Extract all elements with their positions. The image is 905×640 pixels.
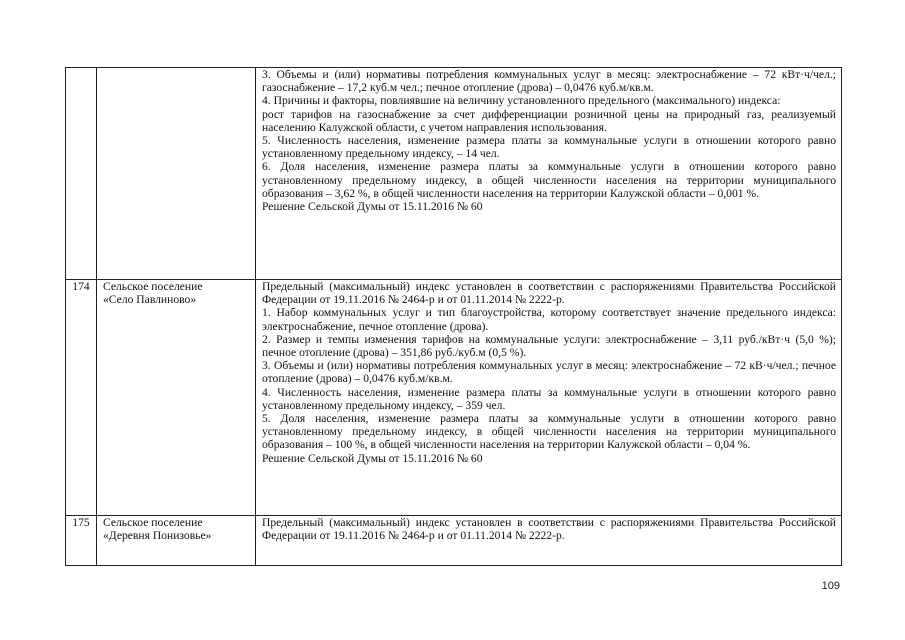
row-number-cell xyxy=(66,516,97,566)
settlement-name-cell xyxy=(97,516,256,566)
decision-reference: Решение Сельской Думы от 15.11.2016 № 60 xyxy=(262,200,483,214)
settlement-name-line2: «Село Павлиново» xyxy=(103,293,197,307)
description-cell xyxy=(256,516,842,566)
row-number: 175 xyxy=(72,516,90,529)
table-row xyxy=(66,516,842,566)
settlement-name-cell xyxy=(97,68,256,280)
settlement-name-line2: «Деревня Понизовье» xyxy=(103,529,212,543)
paragraph: 3. Объемы и (или) нормативы потребления коммунальных услуг в месяц: электроснабжение – 72 кВ·ч/чел.; печное отопление (дрова) – 0,0476 куб.м/кв.м. xyxy=(262,359,836,386)
settlement-name-line1: Сельское поселение xyxy=(103,280,203,293)
paragraph: 1. Набор коммунальных услуг и тип благоустройства, которому соответствует значение предельного индекса: электроснабжение, печное отопление (дрова). xyxy=(262,306,836,333)
settlement-name-line1: Сельское поселение xyxy=(103,516,203,529)
paragraph: 6. Доля населения, изменение размера платы за коммунальные услуги в отношении которого равно установленному предельному индексу, в общей численности населения на территории муниципального образования – 3,62 %, в общей численности населения на территории Калужской области – 0,001 %. xyxy=(262,160,836,200)
settlement-name-cell xyxy=(97,280,256,516)
description-cell xyxy=(256,280,842,516)
row-number-cell xyxy=(66,280,97,516)
paragraph: Предельный (максимальный) индекс установлен в соответствии с распоряжениями Правительства Российской Федерации от 19.11.2016 № 2464-р и от 01.11.2014 № 2222-р. xyxy=(262,516,836,543)
row-number-cell xyxy=(66,68,97,280)
paragraph: рост тарифов на газоснабжение за счет дифференциации розничной цены на природный газ, реализуемый населению Калужской области, с учетом направления использования. xyxy=(262,107,836,134)
paragraph: 4. Численность населения, изменение размера платы за коммунальные услуги в отношении которого равно установленному предельному индексу, – 359 чел. xyxy=(262,385,836,412)
description-cell xyxy=(256,68,842,280)
table-row xyxy=(66,280,842,516)
row-number: 174 xyxy=(72,280,90,293)
paragraph: 3. Объемы и (или) нормативы потребления коммунальных услуг в месяц: электроснабжение – 72 кВт·ч/чел.; газоснабжение – 17,2 куб.м чел.; печное отопление (дрова) – 0,0476 куб.м/кв.м. xyxy=(262,68,836,95)
table-row xyxy=(66,68,842,280)
paragraph: 5. Численность населения, изменение размера платы за коммунальные услуги в отношении которого равно установленному предельному индексу, – 14 чел. xyxy=(262,134,836,161)
decision-reference: Решение Сельской Думы от 15.11.2016 № 60 xyxy=(262,451,483,465)
page-number: 109 xyxy=(821,580,840,592)
paragraph: 2. Размер и темпы изменения тарифов на коммунальные услуги: электроснабжение – 3,11 руб./кВт·ч (5,0 %); печное отопление (дрова) – 351,86 руб./куб.м (0,5 %). xyxy=(262,332,836,360)
paragraph: Предельный (максимальный) индекс установлен в соответствии с распоряжениями Правительства Российской Федерации от 19.11.2016 № 2464-р и от 01.11.2014 № 2222-р. xyxy=(262,280,836,307)
paragraph: 5. Доля населения, изменение размера платы за коммунальные услуги в отношении которого равно установленному предельному индексу, в общей численности населения на территории муниципального образования – 100 %, в общей численности населения на территории Калужской области – 0,04 %. xyxy=(262,412,836,452)
paragraph: 4. Причины и факторы, повлиявшие на величину установленного предельного (максимального) индекса: xyxy=(262,94,781,108)
index-table xyxy=(65,67,842,566)
